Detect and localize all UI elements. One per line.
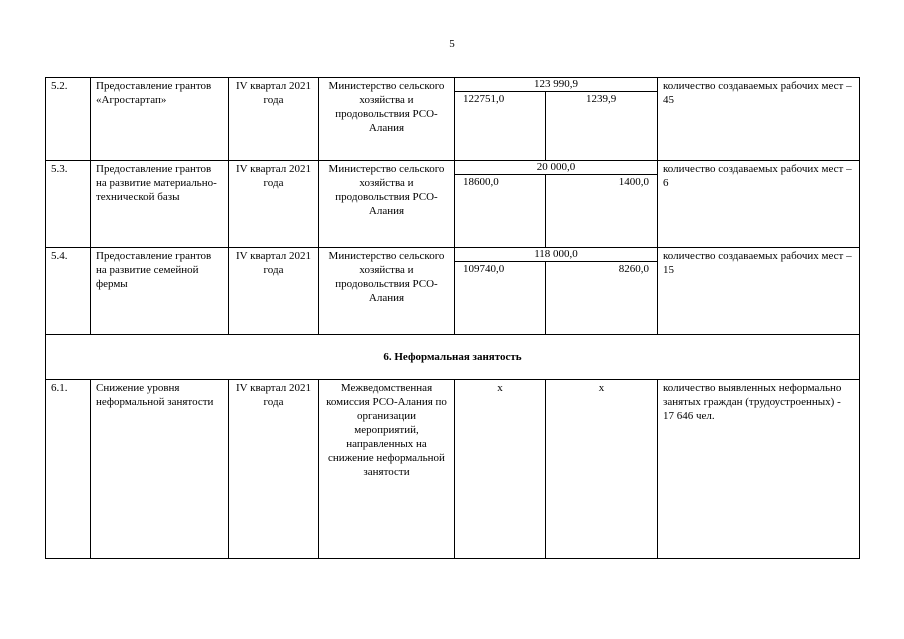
amount-part-2: х	[546, 380, 658, 559]
table-row	[46, 248, 860, 262]
page-number: 5	[449, 38, 455, 50]
amount-part-2: 1239,9	[546, 92, 658, 161]
amount-total: 118 000,0	[455, 248, 658, 262]
amount-part-1: 18600,0	[455, 175, 546, 248]
measure-period: IV квартал 2021 года	[229, 161, 319, 248]
amount-total: 20 000,0	[455, 161, 658, 175]
section-title: 6. Неформальная занятость	[46, 335, 860, 380]
measure-name: Предоставление грантов «Агростартап»	[91, 78, 229, 161]
row-number: 5.2.	[46, 78, 91, 161]
measure-executor: Министерство сельского хозяйства и продовольствия РСО-Алания	[319, 248, 455, 335]
measure-executor: Министерство сельского хозяйства и продовольствия РСО-Алания	[319, 161, 455, 248]
measure-name: Снижение уровня неформальной занятости	[91, 380, 229, 559]
amount-part-2: 1400,0	[546, 175, 658, 248]
measure-result: количество создаваемых рабочих мест – 15	[658, 248, 860, 335]
measure-executor: Межведомственная комиссия РСО-Алания по организации мероприятий, направленных на снижение неформальной занятости	[319, 380, 455, 559]
measure-executor: Министерство сельского хозяйства и продовольствия РСО-Алания	[319, 78, 455, 161]
table-row	[46, 161, 860, 175]
measures-table	[45, 77, 860, 559]
measure-result: количество создаваемых рабочих мест – 6	[658, 161, 860, 248]
measure-name: Предоставление грантов на развитие материально-технической базы	[91, 161, 229, 248]
amount-part-1: 109740,0	[455, 262, 546, 335]
amount-part-1: х	[455, 380, 546, 559]
measure-period: IV квартал 2021 года	[229, 78, 319, 161]
measure-period: IV квартал 2021 года	[229, 380, 319, 559]
measure-result: количество выявленных неформально занятых граждан (трудоустроенных) - 17 646 чел.	[658, 380, 860, 559]
measure-name: Предоставление грантов на развитие семейной фермы	[91, 248, 229, 335]
table-row	[46, 380, 860, 559]
measure-result: количество создаваемых рабочих мест – 45	[658, 78, 860, 161]
measure-period: IV квартал 2021 года	[229, 248, 319, 335]
row-number: 6.1.	[46, 380, 91, 559]
section-row	[46, 335, 860, 380]
amount-part-2: 8260,0	[546, 262, 658, 335]
amount-part-1: 122751,0	[455, 92, 546, 161]
amount-total: 123 990,9	[455, 78, 658, 92]
row-number: 5.4.	[46, 248, 91, 335]
row-number: 5.3.	[46, 161, 91, 248]
table-row	[46, 78, 860, 92]
